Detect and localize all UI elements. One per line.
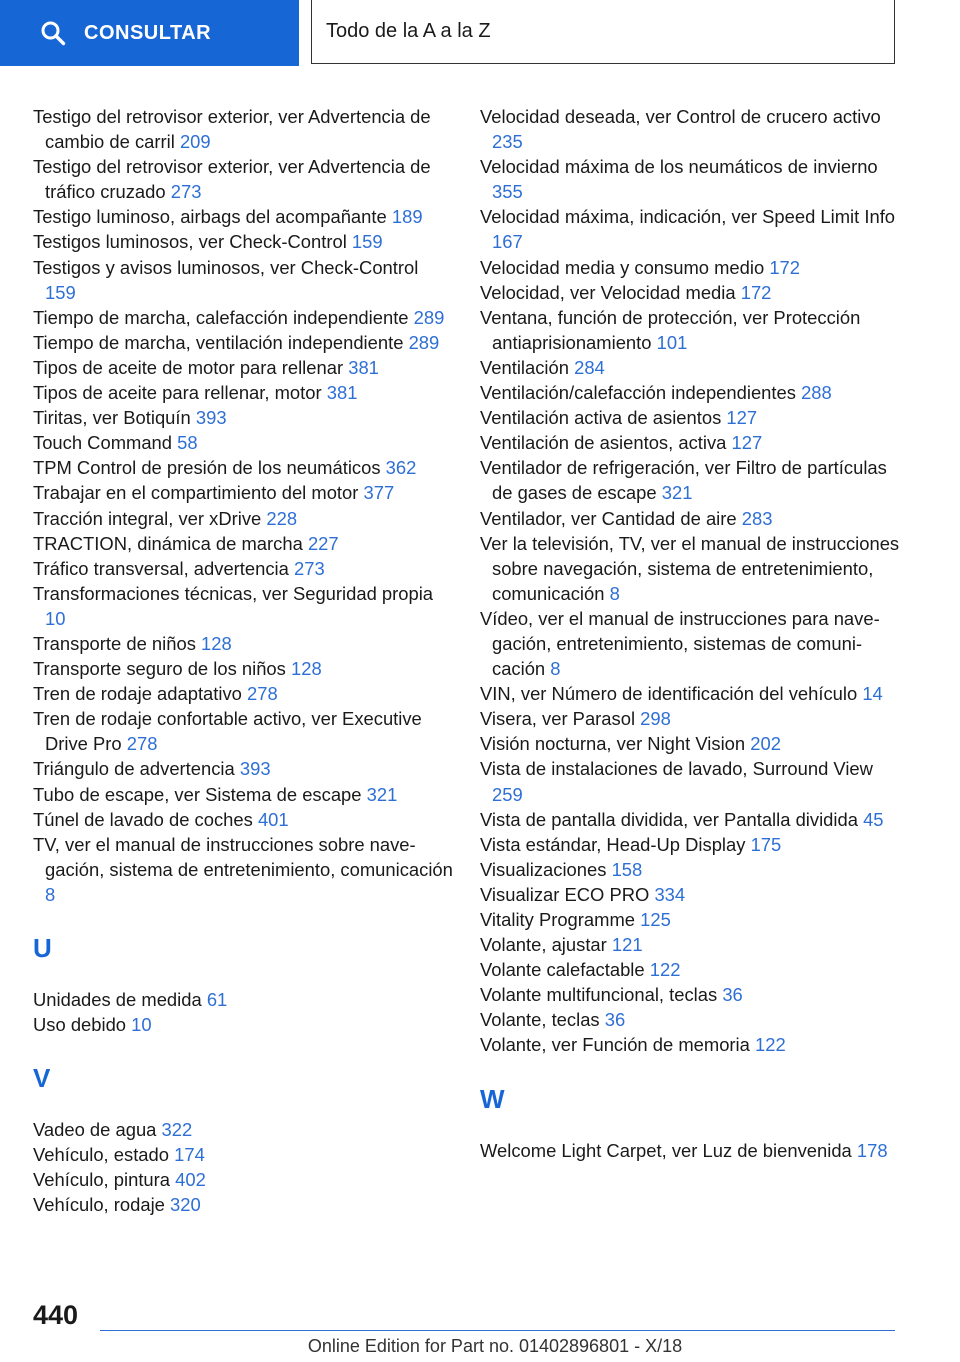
index-entry-text: Tren de rodaje confortable activo, ver Executive Drive Pro xyxy=(33,708,422,755)
index-entry-text: Tipos de aceite de motor para rellenar xyxy=(33,356,344,378)
index-entry-text: Vehículo, estado xyxy=(33,1144,169,1166)
index-entry xyxy=(33,581,453,631)
index-entry-text: Visualizaciones xyxy=(480,858,607,880)
index-entry-text: Vista estándar, Head-Up Display xyxy=(480,833,746,855)
index-entry-text: Testigo del retrovisor exterior, ver Advertencia de cambio de carril xyxy=(33,106,431,153)
search-icon xyxy=(40,20,66,46)
index-entry-text: Velocidad máxima de los neumáticos de invierno xyxy=(480,156,878,178)
index-entry xyxy=(33,1012,453,1037)
index-entry xyxy=(480,857,900,882)
page-reference-link[interactable]: 202 xyxy=(750,733,781,755)
index-entry xyxy=(33,681,453,706)
index-entry xyxy=(33,656,453,681)
index-entry xyxy=(480,731,900,756)
index-entry-text: Welcome Light Carpet, ver Luz de bienvenida xyxy=(480,1139,852,1161)
page-reference-link[interactable]: 381 xyxy=(326,382,358,404)
page-reference-link[interactable]: 127 xyxy=(731,432,763,454)
index-entry xyxy=(33,832,453,907)
page-reference-link[interactable]: 8 xyxy=(45,883,56,905)
index-entry xyxy=(33,154,453,204)
page-header xyxy=(0,0,960,66)
index-entry xyxy=(33,706,453,756)
index-entry-text: Ventilación de asientos, activa xyxy=(480,432,727,454)
page-reference-link[interactable]: 61 xyxy=(206,989,228,1010)
page-reference-link[interactable]: 10 xyxy=(45,607,66,629)
index-entry-text: Tiempo de marcha, calefacción independiente xyxy=(33,306,409,328)
page-reference-link[interactable]: 58 xyxy=(177,432,198,454)
index-entry-text: Uso debido xyxy=(33,1014,127,1036)
entries-t-group xyxy=(33,104,453,907)
index-entry-text: Visera, ver Parasol xyxy=(480,708,636,730)
page-reference-link[interactable]: 128 xyxy=(201,632,232,654)
index-entry xyxy=(480,305,900,355)
index-entry-text: Velocidad, ver Velocidad media xyxy=(480,281,736,303)
page-reference-link[interactable]: 355 xyxy=(492,181,523,203)
index-entry xyxy=(480,104,900,154)
page-reference-link[interactable]: 8 xyxy=(550,658,561,680)
page-reference-link[interactable]: 10 xyxy=(131,1014,152,1036)
page-reference-link[interactable]: 209 xyxy=(179,131,211,153)
index-entry xyxy=(33,556,453,581)
index-entry xyxy=(33,1117,453,1142)
index-entry xyxy=(480,932,900,957)
index-entry xyxy=(480,882,900,907)
index-entry xyxy=(33,380,453,405)
index-entry xyxy=(33,1167,453,1192)
index-entry-text: Volante, ajustar xyxy=(480,934,607,956)
index-entry xyxy=(480,832,900,857)
index-entry xyxy=(480,706,900,731)
page-reference-link[interactable]: 321 xyxy=(661,482,693,504)
index-entry xyxy=(480,606,900,681)
index-entry xyxy=(480,982,900,1007)
index-entry xyxy=(33,355,453,380)
consultar-label: CONSULTAR xyxy=(84,21,212,44)
entries-v-continued-group xyxy=(480,104,900,1058)
index-entry xyxy=(480,531,900,606)
page-reference-link[interactable]: 8 xyxy=(609,582,620,604)
index-entry-text: Vista de pantalla dividida, ver Pantalla dividida xyxy=(480,808,858,830)
index-entry xyxy=(33,330,453,355)
index-entry-text: Testigo luminoso, airbags del acompañante xyxy=(33,206,387,228)
index-entry-text: Transformaciones técnicas, ver Seguridad propia xyxy=(33,582,434,604)
page-reference-link[interactable]: 174 xyxy=(174,1144,205,1166)
index-entry xyxy=(33,506,453,531)
page-reference-link[interactable]: 259 xyxy=(492,783,523,805)
index-entry-text: Testigo del retrovisor exterior, ver Advertencia de tráfico cruzado xyxy=(33,156,431,203)
page-reference-link[interactable]: 334 xyxy=(654,883,686,905)
index-entry-text: Volante multifuncional, teclas xyxy=(480,984,718,1006)
page-reference-link[interactable]: 393 xyxy=(239,758,271,780)
index-entry xyxy=(480,154,900,204)
index-entry xyxy=(33,430,453,455)
index-entry-text: Visión nocturna, ver Night Vision xyxy=(480,733,746,755)
page-reference-link[interactable]: 122 xyxy=(755,1034,786,1056)
index-entry-text: Ventilación activa de asientos xyxy=(480,407,722,429)
page-reference-link[interactable]: 158 xyxy=(611,858,643,880)
page-reference-link[interactable]: 121 xyxy=(611,934,643,956)
page-reference-link[interactable]: 228 xyxy=(266,507,298,529)
index-entry xyxy=(480,681,900,706)
page-reference-link[interactable]: 235 xyxy=(492,131,523,153)
index-entry xyxy=(33,782,453,807)
page-reference-link[interactable]: 401 xyxy=(257,808,289,830)
index-entry-text: Transporte de niños xyxy=(33,632,196,654)
index-entry-text: Triángulo de advertencia xyxy=(33,758,235,780)
index-entry-text: Tráfico transversal, advertencia xyxy=(33,557,289,579)
index-entry-text: Vehículo, pintura xyxy=(33,1169,171,1191)
index-entry-text: Tubo de escape, ver Sistema de escape xyxy=(33,783,362,805)
page-reference-link[interactable]: 45 xyxy=(863,808,884,830)
index-entry xyxy=(33,405,453,430)
index-entry xyxy=(480,280,900,305)
section-title: Todo de la A a la Z xyxy=(326,20,491,42)
index-entry-text: Tipos de aceite para rellenar, motor xyxy=(33,382,322,404)
page-reference-link[interactable]: 167 xyxy=(492,231,523,253)
page-reference-link[interactable]: 172 xyxy=(740,281,772,303)
page-reference-link[interactable]: 14 xyxy=(862,683,883,705)
index-entry xyxy=(33,229,453,254)
index-entry xyxy=(480,255,900,280)
page-reference-link[interactable]: 127 xyxy=(726,407,758,429)
page-reference-link[interactable]: 189 xyxy=(391,206,423,228)
page-reference-link[interactable]: 172 xyxy=(769,256,801,278)
index-entry xyxy=(33,1142,453,1167)
index-entry xyxy=(33,807,453,832)
index-entry xyxy=(480,355,900,380)
page-reference-link[interactable]: 178 xyxy=(856,1139,888,1161)
index-entry-text: Visualizar ECO PRO xyxy=(480,883,650,905)
index-entry-text: Vista de instalaciones de lavado, Surround View xyxy=(480,758,873,780)
page-reference-link[interactable]: 101 xyxy=(656,331,688,353)
section-title-box xyxy=(311,0,895,64)
page-reference-link[interactable]: 393 xyxy=(195,407,227,429)
page-reference-link[interactable]: 298 xyxy=(640,708,671,730)
index-entry-text: Vídeo, ver el manual de instrucciones para navegación, entretenimiento, sistemas de comunicación xyxy=(480,607,880,680)
page-reference-link[interactable]: 278 xyxy=(126,733,158,755)
index-entry xyxy=(33,480,453,505)
index-entry-text: Ventana, función de protección, ver Protección antiaprisionamiento xyxy=(480,306,861,353)
index-entry xyxy=(480,506,900,531)
footer-edition-text: Online Edition for Part no. 01402896801 - X/18 xyxy=(307,1336,683,1356)
page-reference-link[interactable]: 283 xyxy=(741,507,773,529)
index-entry-text: Testigos y avisos luminosos, ver Check-Control xyxy=(33,256,419,278)
index-entry-text: Trabajar en el compartimiento del motor xyxy=(33,482,359,504)
index-entry-text: VIN, ver Número de identificación del vehículo xyxy=(480,683,858,705)
page-reference-link[interactable]: 273 xyxy=(170,181,202,203)
index-entry xyxy=(480,430,900,455)
index-entry-text: Volante calefactable xyxy=(480,959,645,981)
page-reference-link[interactable]: 125 xyxy=(640,909,671,930)
index-entry xyxy=(480,204,900,254)
index-entry xyxy=(480,907,900,932)
page-reference-link[interactable]: 381 xyxy=(348,356,379,378)
index-column-right xyxy=(480,104,900,1163)
index-entry-text: Volante, ver Función de memoria xyxy=(480,1034,750,1056)
index-entry-text: Túnel de lavado de coches xyxy=(33,808,253,830)
page-reference-link[interactable]: 122 xyxy=(649,959,681,981)
index-entry-text: Unidades de medida xyxy=(33,989,202,1010)
section-letter-w: W xyxy=(480,1083,505,1114)
section-letter-v: V xyxy=(33,1063,51,1094)
index-entry xyxy=(33,756,453,781)
page-reference-link[interactable]: 321 xyxy=(366,783,398,805)
page-reference-link[interactable]: 227 xyxy=(307,532,339,554)
index-entry xyxy=(480,1007,900,1032)
page-reference-link[interactable]: 362 xyxy=(385,457,417,479)
index-entry xyxy=(480,957,900,982)
index-entry xyxy=(33,631,453,656)
page-reference-link[interactable]: 377 xyxy=(363,482,395,504)
entries-w-group xyxy=(480,1138,900,1163)
page-reference-link[interactable]: 320 xyxy=(170,1194,201,1216)
index-entry xyxy=(480,380,900,405)
index-entry-text: Tiempo de marcha, ventilación independiente xyxy=(33,331,404,353)
index-entry xyxy=(33,255,453,305)
index-entry xyxy=(33,531,453,556)
entries-u-group xyxy=(33,987,453,1037)
index-entry-text: Tracción integral, ver xDrive xyxy=(33,507,262,529)
page-reference-link[interactable]: 288 xyxy=(801,382,832,404)
page-reference-link[interactable]: 159 xyxy=(45,281,76,303)
index-entry-text: Velocidad máxima, indicación, ver Speed Limit Info xyxy=(480,206,896,228)
index-entry xyxy=(33,104,453,154)
index-entry xyxy=(33,1192,453,1217)
index-entry-text: Velocidad media y consumo medio xyxy=(480,256,765,278)
page-reference-link[interactable]: 159 xyxy=(351,231,383,253)
index-column-left xyxy=(33,104,453,1218)
index-entry xyxy=(33,204,453,229)
index-entry-text: Tiritas, ver Botiquín xyxy=(33,407,191,429)
index-entry-text: Ventilación/calefacción independientes xyxy=(480,382,796,404)
index-entry xyxy=(480,455,900,505)
consultar-button[interactable] xyxy=(0,0,299,66)
index-entry xyxy=(33,305,453,330)
page-reference-link[interactable]: 289 xyxy=(413,306,445,328)
entries-v-group xyxy=(33,1117,453,1217)
index-entry-text: Touch Command xyxy=(33,432,173,454)
index-entry-text: TRACTION, dinámica de marcha xyxy=(33,532,303,554)
index-entry-text: Velocidad deseada, ver Control de crucero activo xyxy=(480,106,881,127)
index-entry-text: Vitality Programme xyxy=(480,909,636,930)
page-reference-link[interactable]: 273 xyxy=(294,557,325,579)
index-entry xyxy=(480,1032,900,1057)
index-entry-text: Ventilación xyxy=(480,356,569,378)
index-entry-text: TV, ver el manual de instrucciones sobre navegación, sistema de entretenimiento, comunicación xyxy=(33,833,453,880)
page-reference-link[interactable]: 36 xyxy=(722,984,743,1006)
index-entry-text: Ver la televisión, TV, ver el manual de instrucciones sobre navegación, sistema de entretenimiento, comunicación xyxy=(480,532,900,604)
page-number: 440 xyxy=(33,1300,79,1330)
page-reference-link[interactable]: 278 xyxy=(247,683,278,705)
index-entry-text: Volante, teclas xyxy=(480,1009,600,1031)
page-reference-link[interactable]: 289 xyxy=(408,331,440,353)
page-reference-link[interactable]: 36 xyxy=(604,1009,626,1031)
section-letter-u: U xyxy=(33,933,52,963)
index-entry-text: Vadeo de agua xyxy=(33,1119,157,1141)
index-entry xyxy=(33,455,453,480)
index-entry xyxy=(480,756,900,806)
page-reference-link[interactable]: 402 xyxy=(175,1169,206,1191)
footer-divider xyxy=(100,1330,895,1331)
page-reference-link[interactable]: 175 xyxy=(750,833,782,855)
index-entry xyxy=(480,405,900,430)
index-entry-text: TPM Control de presión de los neumáticos xyxy=(33,457,381,479)
index-entry-text: Tren de rodaje adaptativo xyxy=(33,683,242,705)
index-entry-text: Transporte seguro de los niños xyxy=(33,658,286,680)
index-entry xyxy=(480,807,900,832)
index-entry-text: Testigos luminosos, ver Check-Control xyxy=(33,231,347,253)
page-reference-link[interactable]: 284 xyxy=(574,356,605,378)
index-entry xyxy=(480,1138,900,1163)
index-entry-text: Ventilador, ver Cantidad de aire xyxy=(480,507,737,529)
page-reference-link[interactable]: 128 xyxy=(290,658,322,680)
index-entry-text: Ventilador de refrigeración, ver Filtro de partículas de gases de escape xyxy=(480,457,887,504)
index-entry-text: Vehículo, rodaje xyxy=(33,1194,165,1216)
page-reference-link[interactable]: 322 xyxy=(161,1119,193,1141)
index-entry xyxy=(33,987,453,1012)
